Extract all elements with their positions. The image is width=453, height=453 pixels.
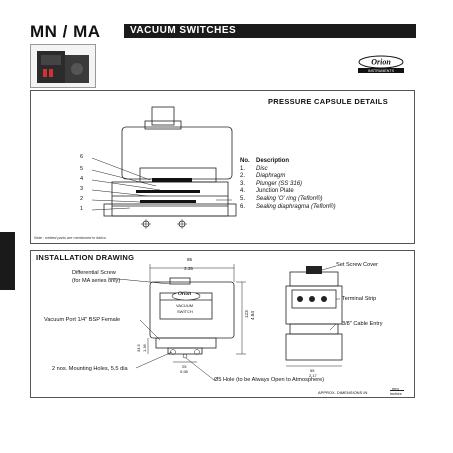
- dim-side-in: 2.17: [309, 373, 317, 378]
- dim-width-in: 3.35: [184, 266, 193, 271]
- body-brand: Orion: [178, 291, 192, 297]
- callout-label: 6: [80, 154, 84, 160]
- body-text-line1: VACUUM: [176, 303, 194, 308]
- dim-port-mm: 34.5: [136, 344, 141, 352]
- dim-height-mm: 123: [244, 310, 249, 318]
- legend-row: 1. Disc: [240, 165, 268, 172]
- legend-row: 6. Sealing diaphragma (Teflon®): [240, 203, 336, 210]
- mounting-holes-label: 2 nos. Mounting Holes, 5.5 dia: [52, 366, 128, 372]
- callout-label: 5: [80, 166, 84, 172]
- terminal-strip-label: Terminal Strip: [342, 296, 377, 302]
- dim-height-in: 4.84: [250, 311, 255, 320]
- dim-width-mm: 85: [187, 257, 193, 262]
- dim-holes-in: 0.98: [180, 369, 188, 374]
- body-text-line2: SWITCH: [177, 309, 193, 314]
- dim-holes-mm: 25: [182, 364, 187, 369]
- series-code: MN / MA: [30, 22, 101, 41]
- legend-row: 4. Junction Plate: [240, 188, 294, 195]
- cable-entry-label: 3/8" Cable Entry: [342, 321, 383, 327]
- capsule-title: PRESSURE CAPSULE DETAILS: [268, 97, 388, 106]
- unit-inches: inches: [390, 391, 402, 396]
- differential-screw-label: Differential Screw: [72, 270, 116, 276]
- vent-hole-label: Ø5 Hole (to be Always Open to Atmosphere): [214, 377, 325, 383]
- brand-subtitle: INSTRUMENTS: [368, 69, 394, 73]
- wetted-parts-note: Note : wetted parts are mentioned in italics.: [34, 236, 107, 240]
- callout-label: 2: [80, 196, 84, 202]
- differential-screw-note: (for MA series only): [72, 278, 121, 284]
- callout-label: 4: [80, 176, 84, 182]
- legend-row: 3. Plunger (SS 316): [240, 180, 303, 187]
- set-screw-cover-label: Set Screw Cover: [336, 262, 378, 268]
- dim-side-mm: 55: [310, 368, 315, 373]
- approx-dimensions-note: APPROX. DIMENSIONS IN: [318, 390, 368, 395]
- legend-row: 2. Diaphragm: [240, 173, 286, 180]
- dim-port-in: 1.36: [142, 344, 147, 352]
- callout-label: 1: [80, 206, 84, 212]
- installation-title: INSTALLATION DRAWING: [36, 253, 135, 262]
- brand-name: Orion: [371, 57, 391, 67]
- vacuum-port-label: Vacuum Port 1/4" BSP Female: [44, 317, 121, 323]
- callout-label: 3: [80, 186, 84, 192]
- page-title: VACUUM SWITCHES: [130, 25, 237, 36]
- legend-header: No. Description: [240, 158, 290, 164]
- unit-mm: mm: [392, 386, 399, 391]
- legend-row: 5. Sealing 'O' ring (Teflon®): [240, 195, 323, 202]
